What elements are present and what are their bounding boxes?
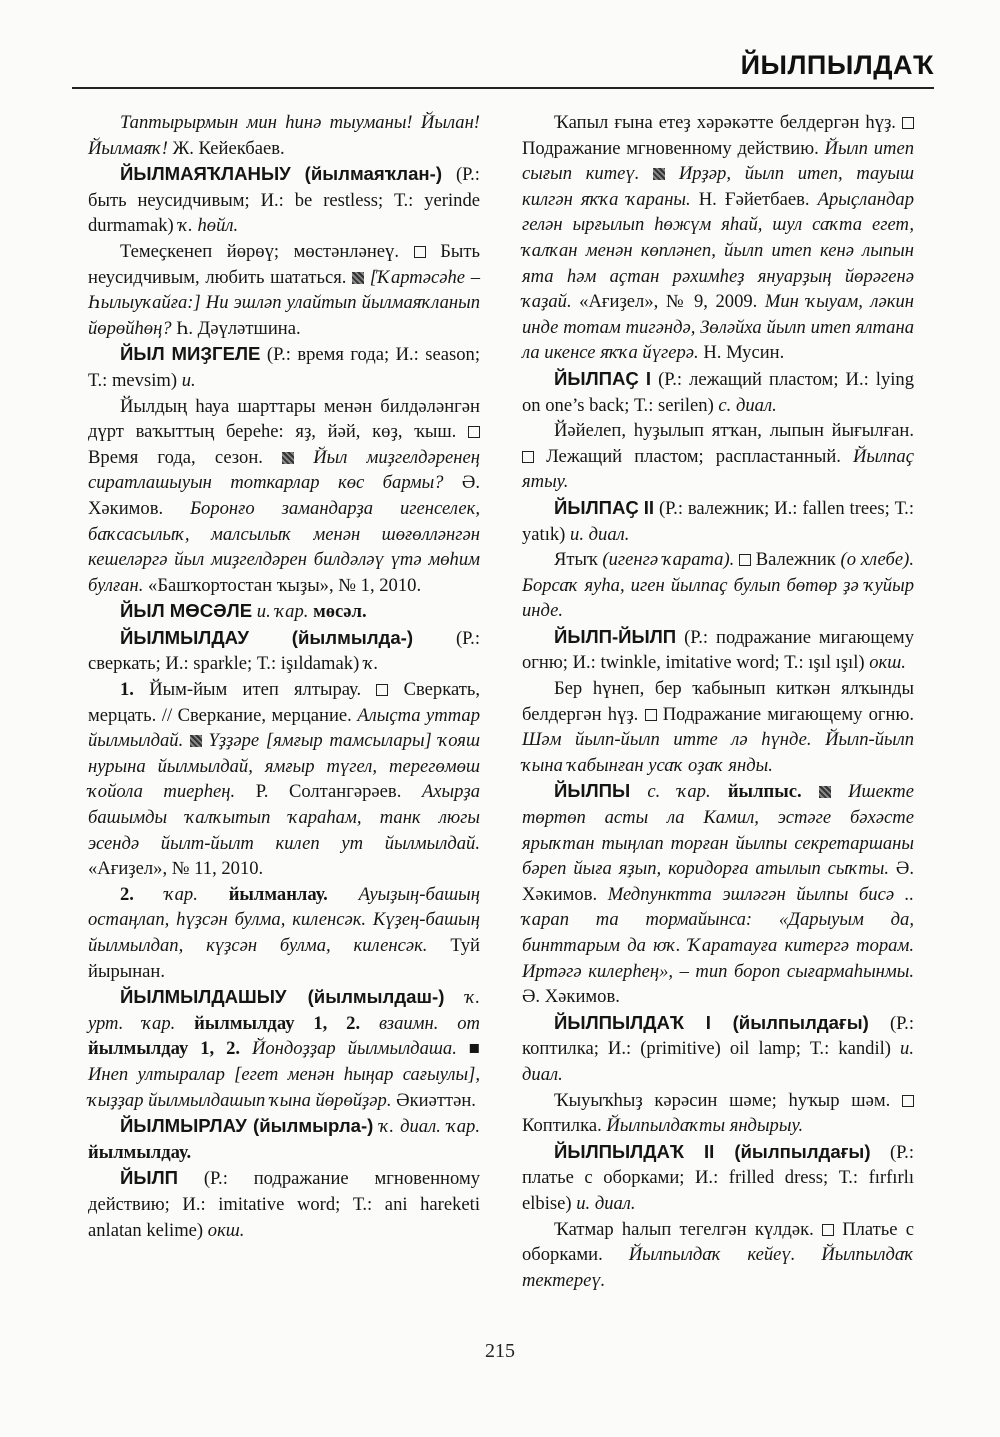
filled-square-icon [653, 168, 665, 180]
russian-gloss: Время года, сезон. [88, 446, 263, 468]
entry-continuation [522, 110, 914, 366]
grammar-label: ҡар. [164, 883, 198, 905]
definition: Бер һүнеп, бер ҡабынып киткән ялҡынды белдергән һүҙ. [522, 678, 914, 725]
example-author: Ә. Хәкимов. [522, 986, 620, 1008]
filled-square-icon [352, 272, 364, 284]
grammar-label: и. диал. [522, 1038, 914, 1085]
entry-ylpas-1 [522, 366, 914, 418]
cross-reference: йылмылдау. [88, 1141, 192, 1163]
example-text: Йылпылдаҡты яндырыу. [606, 1115, 804, 1137]
left-column [88, 110, 480, 1243]
entry-ylmyldashyu [88, 984, 480, 1113]
square-icon [376, 684, 388, 696]
sense-number: 2. [120, 883, 134, 905]
headword-stem: (йылмаяҡлан-) [304, 163, 443, 185]
definition: Йылдың һауа шарттары менән билдәләнгән дүрт ваҡыттың береһе: яҙ, йәй, көҙ, ҡыш. [88, 395, 480, 443]
square-icon [645, 709, 657, 721]
russian-gloss: Коптилка. [522, 1115, 602, 1137]
entry-definition [88, 394, 480, 599]
example-author: Ә. Хәкимов. [522, 858, 914, 905]
russian-gloss: Платье с оборками. [522, 1218, 914, 1266]
definition: Йым-йым итеп ялтырау. [149, 679, 362, 701]
translations: (Р.: подражание мгновенному действию; И.: imitative word; Т.: ani hareketi anlatan kelime) [88, 1168, 481, 1241]
entry-ylmyrlau [88, 1113, 480, 1165]
cross-reference: йылпыс. [727, 781, 802, 803]
entry-definition [522, 1217, 914, 1294]
example-text: Медпунктта эшләгән йылпы бисә .. ҡарап та тормайынса: «Дарыуым да, бинттарым да юҡ. Ҡаратауға китергә торам. Иртәгә килерһең», – тип бороп сығармаһынмы. [522, 883, 914, 982]
example-text: Йылпаҫ ятыу. [522, 445, 914, 493]
running-head: ЙЫЛПЫЛДАҠ [740, 50, 934, 80]
example-text: Мин ҡыуам, ләкин инде тотам тигәндә, Зөләйха йылп итеп ялтана ла икенсе яҡҡа йүгерә. [522, 291, 914, 364]
definition: Ҡыуыҡһыҙ кәрәсин шәме; һуҡыр шәм. [554, 1089, 891, 1111]
headword: ЙЫЛ МИҘГЕЛЕ [120, 343, 261, 365]
grammar-label: и. диал. [576, 1192, 636, 1214]
example-author: Н. Мусин. [703, 342, 785, 364]
filled-square-icon [819, 786, 831, 798]
grammar-label: и. ҡар. [256, 601, 309, 623]
example-author: Ә. Хәкимов. [88, 472, 480, 519]
example-text: Йылпылдаҡ кейеү. Йылпылдаҡ тектереү. [522, 1244, 915, 1291]
translations: (Р.: время года; И.: season; Т.: mevsim) [88, 344, 480, 391]
entry-yyl-mosele [88, 598, 480, 625]
entry-ylp-ylp [522, 624, 914, 676]
grammar-label: взаимн. от [378, 1012, 480, 1034]
example-author: Әкиәттән. [396, 1089, 476, 1111]
square-icon [739, 554, 751, 566]
example-text: Ишекте төртөп асты ла Камил, эстәге бәхәсте ярыҡтан тыңлап торған йылпы секретаршаны бәреп йыға яҙып, коридорға атылып сыҡты. [522, 781, 914, 880]
right-column [522, 110, 914, 1293]
square-icon [902, 117, 914, 129]
square-icon [822, 1224, 834, 1236]
example-text: Ауыҙың-башың остаңлап, һүҙсән булма, киленсәк. Күҙең-башың йылмылдап, күҙсән булма, киленсәк. [88, 883, 480, 956]
example-text: Шәм йылп-йылп итте лә һүнде. Йылп-йылп ҡына ҡабынған усаҡ оҙаҡ янды. [522, 729, 914, 776]
grammar-label: окш. [869, 652, 906, 674]
example-text: Йыл миҙгелдәренең сиратлашыуын тоткарлар көс бармы? [88, 446, 480, 494]
entry-definition [522, 676, 914, 778]
header-rule [72, 87, 934, 89]
headword-stem: (йылмылдаш-) [307, 986, 445, 1008]
example-text: Боронғо замандарҙа игенселек, баҡсасылыҡ, малсылыҡ менән шөғөлләнгән кешеләргә йыл миҙгелдәрен билдәләү үтә мөһим булған. [88, 497, 480, 596]
sense-1 [88, 677, 480, 882]
example-source: «Башҡортостан ҡыҙы», № 1, 2010. [148, 574, 422, 596]
homonym-number: I [645, 367, 652, 389]
translations: (Р.: коптилка; И.: (primitive) oil lamp; Т.: kandil) [522, 1012, 914, 1060]
entry-ylpy [522, 778, 914, 1009]
definition: Темеҫкенеп йөрөү; мөстәнләнеү. [120, 240, 399, 262]
grammar-label: окш. [207, 1219, 245, 1241]
russian-gloss: Подражание мгновенному действию. [522, 137, 819, 159]
headword-stem: (йылмылда-) [291, 626, 414, 648]
entry-definition [522, 547, 914, 624]
example-source: «Ағиҙел», № 11, 2010. [88, 858, 264, 880]
grammar-label: с. ҡар. [647, 781, 711, 803]
entry-ylpyldak-1 [522, 1010, 914, 1088]
example-author: Һ. Дәүләтшина. [176, 317, 301, 339]
example-source: Туй йырынан. [88, 935, 480, 982]
headword-stem: (йылмырла-) [253, 1115, 374, 1137]
headword: ЙЫЛПАҪ [554, 496, 639, 518]
entry-yyl-mizgele [88, 341, 480, 393]
entry-ylpyldak-2 [522, 1139, 914, 1217]
example-text: Алыҫта уттар йылмылдай. [88, 704, 480, 752]
headword: ЙЫЛ МӨСӘЛЕ [120, 600, 253, 622]
translations: (Р.: подражание мигающему огню; И.: twinkle, imitative word; Т.: ışıl ışıl) [522, 626, 914, 674]
russian-gloss: Сверкать, мерцать. // Сверкание, мерцание. [88, 679, 481, 726]
example-text: Арыҫландар гелән ырғылып һөжүм яһай, шул саҡта егет, ҡалҡан менән көпләнеп, йылп итеп кенә лыпын ята һәм аҫтан рәхимһеҙ януарҙың йөрәгенә ҡаҙай. [522, 188, 914, 313]
entry-ylmyldau [88, 625, 480, 677]
square-icon [414, 246, 426, 258]
example-source: «Ағиҙел», № 9, 2009. [579, 291, 758, 313]
entry-continuation [88, 110, 480, 161]
filled-square-icon [282, 452, 294, 464]
example-text: Борсаҡ яуһа, иген йылпаҫ булып бөтөр ҙә ҡуйыр инде. [522, 574, 914, 622]
sense-2 [88, 882, 480, 984]
entry-definition [88, 239, 480, 341]
example-text: [Ҡартәсәһе – Һылыуҡайға:] Ни эшләп улайтып йылмаяҡланып йөрөйһөң? [88, 266, 480, 339]
page-number: 215 [485, 1340, 515, 1362]
translations: (Р.: быть неусидчивым; И.: be restless; Т.: yerinde durmamak) [88, 164, 480, 237]
russian-note: (о хлебе). [840, 549, 915, 571]
grammar-label: и. [181, 369, 196, 391]
example-author: Р. Солтангәрәев. [255, 781, 402, 803]
entry-ylpas-2 [522, 495, 914, 547]
definition: Ятыҡ [554, 549, 598, 571]
grammar-label: и. диал. [570, 523, 630, 545]
square-icon [522, 451, 534, 463]
headword: ЙЫЛПЫЛДАҠ I (йылпылдағы) [554, 1011, 869, 1033]
example-text: Ирҙәр, йылп итеп, тауыш килгән яҡҡа ҡараны. [522, 163, 914, 210]
example-text: Таптырырмын мин һинә тыуманы! Йылан! Йылмаяҡ! [88, 112, 480, 159]
headword: ЙЫЛПАҪ [554, 367, 639, 389]
translations: (Р.: сверкать; И.: sparkle; Т.: işıldamak) [88, 627, 480, 675]
grammar-label: ҡ. [363, 653, 379, 675]
definition: Ҡапыл ғына етеҙ хәрәкәтте белдергән һүҙ. [554, 112, 896, 133]
headword: ЙЫЛП [120, 1167, 178, 1189]
square-icon [468, 426, 480, 438]
headword: ЙЫЛМЫРЛАУ [120, 1115, 247, 1137]
russian-gloss: Валежник [755, 549, 836, 571]
example-author: Н. Ғәйетбаев. [698, 188, 810, 210]
example-text: Йылп итеп сығып китеү. [522, 137, 914, 185]
example-text: Үҙҙәре [ямғыр тамсылары] ҡояш нурына йылмылдай, ямғыр түгел, терегөмөш ҡойола тиерһең. [88, 730, 480, 803]
entry-ylmayaklanyu [88, 161, 480, 239]
grammar-label: ҡ. диал. ҡар. [379, 1116, 480, 1138]
definition: Йәйелеп, һуҙылып ятҡан, лыпын йығылған. [554, 420, 914, 442]
translations: (Р.: валежник; И.: fallen trees; Т.: yatık) [522, 497, 914, 545]
definition: Ҡатмар һалып тегелгән күлдәк. [554, 1218, 814, 1240]
cross-reference: йылманлау. [228, 883, 328, 905]
definition-note: (игенгә ҡарата). [602, 549, 735, 571]
example-text: Йондоҙҙар йылмылдаша. ■ Инеп ултыралар [егет менән һыңар сағыулы], ҡыҙҙар йылмылдашып ҡына йөрөйҙәр. [88, 1038, 480, 1111]
entry-ylp [88, 1165, 480, 1243]
russian-gloss: Подражание мигающему огню. [662, 703, 914, 725]
grammar-label: ҡ. урт. ҡар. [88, 987, 480, 1034]
translations: (Р.: платье с оборками; И.: frilled dress; Т.: fırfırlı elbise) [522, 1141, 914, 1214]
cross-reference: йылмылдау 1, 2. [194, 1012, 361, 1034]
headword: ЙЫЛПЫ [554, 780, 631, 802]
headword: ЙЫЛМЫЛДАУ [120, 626, 249, 648]
russian-gloss: Лежащий пластом; распластанный. [546, 445, 841, 467]
entry-definition [522, 1088, 914, 1139]
entry-definition [522, 418, 914, 495]
filled-square-icon [190, 735, 202, 747]
example-author: Ж. Кейекбаев. [172, 137, 285, 159]
homonym-number: II [643, 496, 655, 518]
cross-reference: мөсәл. [313, 601, 367, 623]
sense-number: 1. [120, 679, 134, 701]
translations: (Р.: лежащий пластом; И.: lying on one’s back; Т.: serilen) [522, 368, 914, 416]
square-icon [902, 1095, 914, 1107]
headword: ЙЫЛМЫЛДАШЫУ [120, 986, 287, 1008]
cross-reference: йылмылдау 1, 2. [88, 1038, 241, 1060]
headword: ЙЫЛМАЯҠЛАНЫУ [120, 163, 291, 185]
headword: ЙЫЛПЫЛДАҠ II (йылпылдағы) [554, 1140, 871, 1162]
example-text: Ахырҙа башымды ҡалҡытып ҡараһам, танк люгы эсендә йылт-йылт килеп ут йылмылдай. [88, 781, 480, 854]
grammar-label: с. диал. [718, 394, 777, 416]
headword: ЙЫЛП-ЙЫЛП [554, 625, 677, 647]
grammar-label: ҡ. һөйл. [178, 215, 239, 237]
russian-gloss: Быть неусидчивым, любить шататься. [88, 240, 480, 288]
